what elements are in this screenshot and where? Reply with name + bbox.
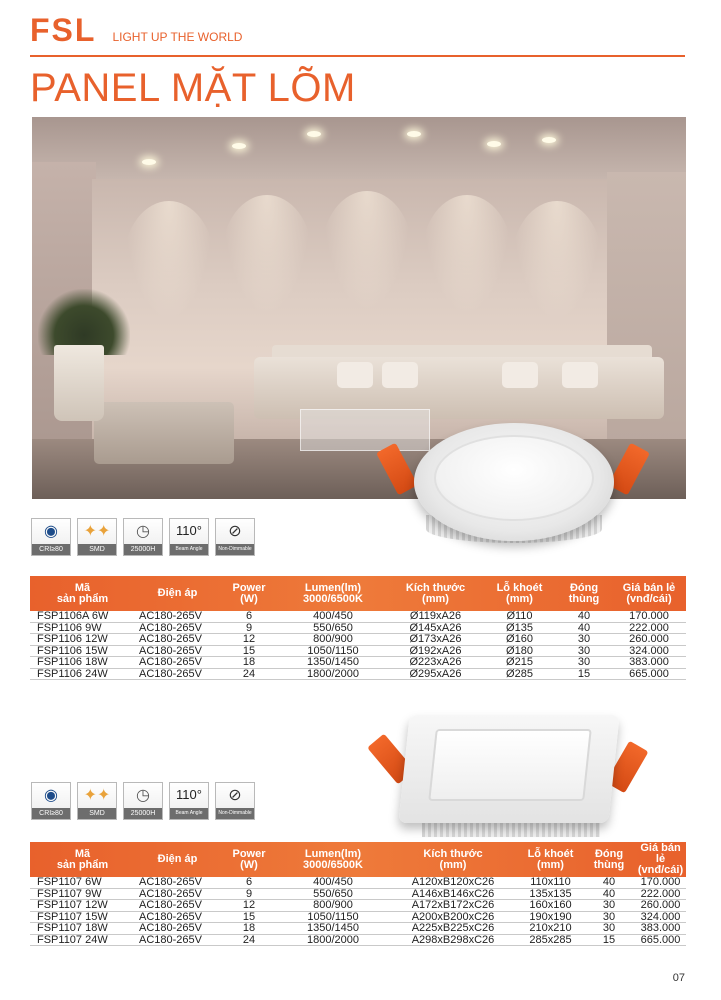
table-cell: FSP1106 24W bbox=[37, 667, 108, 680]
table-cell: 18 bbox=[242, 922, 256, 934]
icon-caption: SMD bbox=[78, 808, 116, 819]
table-cell: 30 bbox=[577, 656, 591, 668]
table-cell: 1350/1450 bbox=[307, 656, 359, 668]
col-header: Giá bán lẻ (vnđ/cái) bbox=[637, 842, 684, 876]
table-cell: FSP1107 15W bbox=[37, 910, 108, 923]
plant-pot bbox=[54, 345, 104, 421]
icon-caption: CRI≥80 bbox=[32, 544, 70, 555]
header-divider bbox=[30, 55, 685, 57]
table-cell: 30 bbox=[577, 633, 591, 645]
col-header: Điện áp bbox=[157, 587, 198, 599]
table-cell: 6 bbox=[245, 876, 253, 888]
clock-icon bbox=[123, 518, 163, 556]
icon-glyph: ✦✦ bbox=[83, 787, 111, 804]
icon-caption: Non-Dimmable bbox=[216, 808, 254, 819]
table-cell: 40 bbox=[602, 876, 616, 888]
icon-caption: SMD bbox=[78, 544, 116, 555]
pillow bbox=[562, 362, 598, 388]
table-cell: 24 bbox=[242, 667, 256, 680]
table-row bbox=[30, 900, 686, 912]
table-cell: FSP1106 9W bbox=[37, 621, 102, 634]
table-cell: 550/650 bbox=[313, 887, 353, 900]
col-header: Lumen(lm) 3000/6500K bbox=[303, 847, 363, 871]
icon-caption: Beam Angle bbox=[170, 544, 208, 555]
brand-logo: FSL bbox=[30, 12, 97, 48]
non-dimmable-icon bbox=[215, 782, 255, 820]
table-cell: FSP1106 18W bbox=[37, 656, 108, 668]
table-cell: 383.000 bbox=[629, 656, 669, 668]
icon-glyph: ◷ bbox=[136, 523, 150, 540]
table-row bbox=[30, 657, 686, 669]
icon-caption: CRI≥80 bbox=[32, 808, 70, 819]
table-cell: 665.000 bbox=[640, 933, 681, 946]
icon-glyph: ◷ bbox=[136, 787, 150, 804]
table-cell: FSP1107 6W bbox=[37, 876, 102, 888]
round-panel-product bbox=[404, 423, 630, 547]
table-cell: 550/650 bbox=[313, 621, 353, 634]
eye-icon bbox=[31, 518, 71, 556]
table-cell: 30 bbox=[602, 922, 616, 934]
col-header: Lumen(lm) 3000/6500K bbox=[303, 581, 363, 605]
col-header: Power (W) bbox=[232, 847, 266, 871]
col-header: Đóng thùng bbox=[568, 581, 600, 605]
downlight bbox=[232, 143, 246, 149]
icon-glyph: ◉ bbox=[44, 787, 58, 804]
icon-caption: 110° bbox=[176, 787, 202, 802]
table-cell: A200xB200xC26 bbox=[411, 910, 495, 923]
table-cell: 285x285 bbox=[529, 933, 572, 946]
table-cell: 324.000 bbox=[629, 644, 669, 657]
table-cell: FSP1106A 6W bbox=[37, 610, 109, 622]
ceiling bbox=[32, 117, 686, 179]
col-header: Lỗ khoét (mm) bbox=[496, 581, 543, 605]
col-header: Kích thước (mm) bbox=[423, 847, 483, 871]
table-cell: A120xB120xC26 bbox=[411, 876, 495, 888]
panel-lens bbox=[428, 729, 592, 801]
table-cell: FSP1107 24W bbox=[37, 933, 108, 946]
downlight bbox=[142, 159, 156, 165]
table-cell: 30 bbox=[577, 644, 591, 657]
light-beam bbox=[124, 201, 214, 321]
brand-tagline: LIGHT UP THE WORLD bbox=[112, 30, 243, 44]
table-cell: 400/450 bbox=[313, 610, 353, 622]
table-cell: AC180-265V bbox=[139, 667, 202, 680]
table-cell: Ø173xA26 bbox=[409, 633, 462, 645]
icon-glyph: ⊘ bbox=[228, 787, 242, 804]
table-cell: 40 bbox=[577, 610, 591, 622]
table-cell: 15 bbox=[602, 933, 616, 946]
table-cell: Ø145xA26 bbox=[409, 621, 462, 634]
table-cell: Ø110 bbox=[506, 610, 533, 622]
table-cell: AC180-265V bbox=[139, 922, 202, 934]
table-cell: AC180-265V bbox=[139, 656, 202, 668]
light-beam bbox=[512, 201, 602, 321]
table-cell: 40 bbox=[577, 621, 591, 634]
table-cell: 1350/1450 bbox=[307, 922, 359, 934]
spec-table-square bbox=[30, 842, 686, 946]
table-cell: AC180-265V bbox=[139, 633, 202, 645]
table-cell: FSP1106 15W bbox=[37, 644, 108, 657]
icon-caption: Beam Angle bbox=[170, 808, 208, 819]
light-beam bbox=[322, 191, 412, 311]
table-cell: AC180-265V bbox=[139, 933, 202, 946]
table-cell: 260.000 bbox=[640, 899, 681, 911]
table-cell: 40 bbox=[602, 887, 616, 900]
col-header: Lỗ khoét (mm) bbox=[527, 847, 574, 871]
table-cell: 9 bbox=[245, 887, 253, 900]
col-header: Mã sản phẩm bbox=[56, 581, 109, 605]
page-number: 07 bbox=[672, 972, 685, 984]
page-title: PANEL MẶT LÕM bbox=[30, 66, 356, 110]
table-cell: 800/900 bbox=[313, 899, 353, 911]
table-cell: Ø285 bbox=[506, 667, 533, 680]
icon-glyph: ◉ bbox=[44, 523, 58, 540]
beam-angle-icon bbox=[169, 518, 209, 556]
table-cell: 400/450 bbox=[313, 876, 353, 888]
light-beam bbox=[422, 195, 512, 315]
table-cell: Ø192xA26 bbox=[409, 644, 462, 657]
table-cell: AC180-265V bbox=[139, 621, 202, 634]
eye-icon bbox=[31, 782, 71, 820]
table-cell: AC180-265V bbox=[139, 610, 202, 622]
table-row bbox=[30, 923, 686, 935]
table-cell: 1050/1150 bbox=[307, 644, 359, 657]
table-cell: 190x190 bbox=[529, 910, 572, 923]
ottoman bbox=[94, 402, 234, 464]
table-cell: Ø223xA26 bbox=[409, 656, 462, 668]
table-cell: 110x110 bbox=[530, 876, 571, 888]
beam-angle-icon bbox=[169, 782, 209, 820]
table-row bbox=[30, 889, 686, 901]
table-cell: A172xB172xC26 bbox=[411, 899, 495, 911]
table-cell: Ø295xA26 bbox=[409, 667, 462, 680]
table-cell: 15 bbox=[577, 667, 591, 680]
table-cell: 170.000 bbox=[640, 876, 681, 888]
clock-icon bbox=[123, 782, 163, 820]
col-header: Power (W) bbox=[232, 581, 266, 605]
icon-glyph: ✦✦ bbox=[83, 523, 111, 540]
table-cell: AC180-265V bbox=[139, 887, 202, 900]
table-cell: 12 bbox=[242, 633, 256, 645]
table-header bbox=[30, 842, 686, 877]
smd-chip-icon bbox=[77, 782, 117, 820]
table-row bbox=[30, 877, 686, 889]
table-cell: 665.000 bbox=[629, 667, 669, 680]
table-cell: 324.000 bbox=[640, 910, 681, 923]
spec-table-round bbox=[30, 576, 686, 680]
table-cell: 18 bbox=[242, 656, 256, 668]
icon-caption: 25000H bbox=[124, 544, 162, 555]
table-cell: 15 bbox=[242, 910, 256, 923]
table-cell: 210x210 bbox=[529, 922, 572, 934]
table-row bbox=[30, 935, 686, 947]
pillow bbox=[382, 362, 418, 388]
table-cell: 15 bbox=[242, 644, 256, 657]
page-header bbox=[30, 14, 242, 46]
table-row bbox=[30, 611, 686, 623]
table-cell: A298xB298xC26 bbox=[411, 933, 495, 946]
table-cell: 1800/2000 bbox=[307, 933, 359, 946]
table-cell: 800/900 bbox=[313, 633, 353, 645]
icon-caption: 25000H bbox=[124, 808, 162, 819]
table-cell: 12 bbox=[242, 899, 256, 911]
table-cell: Ø135 bbox=[506, 621, 533, 634]
downlight bbox=[407, 131, 421, 137]
table-cell: 383.000 bbox=[640, 922, 681, 934]
table-cell: FSP1106 12W bbox=[37, 633, 108, 645]
table-cell: 135x135 bbox=[529, 887, 572, 900]
table-cell: 260.000 bbox=[629, 633, 669, 645]
table-cell: 30 bbox=[602, 899, 616, 911]
table-row bbox=[30, 634, 686, 646]
table-cell: 6 bbox=[245, 610, 253, 622]
table-cell: AC180-265V bbox=[139, 899, 202, 911]
icon-caption: 110° bbox=[176, 523, 202, 538]
feature-icons-2 bbox=[31, 782, 255, 820]
col-header: Đóng thùng bbox=[593, 847, 625, 871]
downlight bbox=[307, 131, 321, 137]
feature-icons-1 bbox=[31, 518, 255, 556]
table-cell: Ø180 bbox=[506, 644, 533, 657]
icon-glyph: ⊘ bbox=[228, 523, 242, 540]
col-header: Giá bán lẻ (vnđ/cái) bbox=[622, 581, 676, 605]
downlight bbox=[542, 137, 556, 143]
table-cell: FSP1107 9W bbox=[37, 887, 102, 900]
table-cell: AC180-265V bbox=[139, 644, 202, 657]
table-cell: 170.000 bbox=[629, 610, 669, 622]
table-cell: 222.000 bbox=[629, 621, 669, 634]
table-header bbox=[30, 576, 686, 611]
col-header: Điện áp bbox=[157, 853, 198, 865]
table-cell: 222.000 bbox=[640, 887, 681, 900]
table-row bbox=[30, 669, 686, 681]
table-cell: AC180-265V bbox=[139, 876, 202, 888]
light-beam bbox=[222, 195, 312, 315]
table-cell: 24 bbox=[242, 933, 256, 946]
table-cell: 1800/2000 bbox=[307, 667, 359, 680]
table-cell: 160x160 bbox=[529, 899, 572, 911]
pillow bbox=[337, 362, 373, 388]
panel-lens bbox=[434, 435, 594, 521]
table-cell: Ø160 bbox=[506, 633, 533, 645]
icon-caption: Non-Dimmable bbox=[216, 544, 254, 555]
col-header: Mã sản phẩm bbox=[56, 847, 109, 871]
table-cell: A146xB146xC26 bbox=[411, 887, 495, 900]
table-cell: AC180-265V bbox=[139, 910, 202, 923]
table-cell: FSP1107 18W bbox=[37, 922, 108, 934]
non-dimmable-icon bbox=[215, 518, 255, 556]
table-cell: A225xB225xC26 bbox=[411, 922, 495, 934]
table-cell: Ø215 bbox=[506, 656, 533, 668]
pillow bbox=[502, 362, 538, 388]
table-cell: 1050/1150 bbox=[307, 910, 359, 923]
table-cell: Ø119xA26 bbox=[409, 610, 462, 622]
table-cell: FSP1107 12W bbox=[37, 899, 108, 911]
col-header: Kích thước (mm) bbox=[405, 581, 466, 605]
square-panel-product bbox=[384, 715, 634, 839]
table-cell: 9 bbox=[245, 621, 253, 634]
downlight bbox=[487, 141, 501, 147]
smd-chip-icon bbox=[77, 518, 117, 556]
table-cell: 30 bbox=[602, 910, 616, 923]
